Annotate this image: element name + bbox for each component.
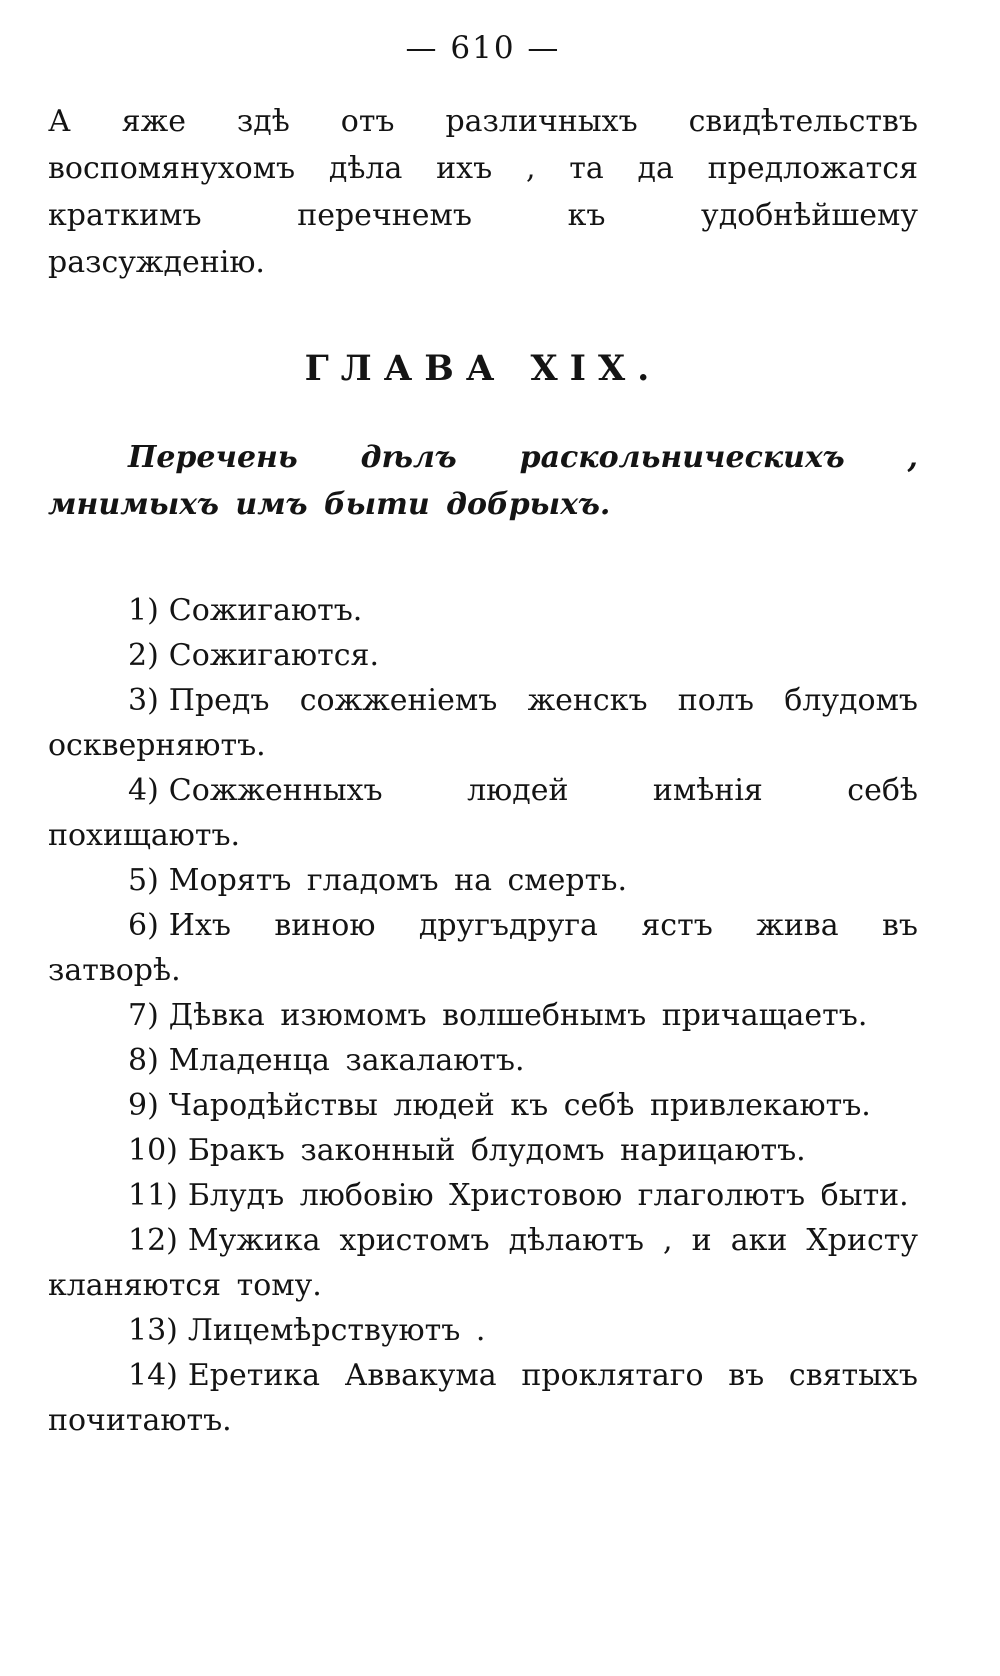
item-text: Сожигаютъ. [168, 593, 363, 628]
item-number: 2) [128, 638, 159, 673]
list-item [48, 1308, 918, 1353]
item-text: Ихъ виною другъдруга ястъ жива въ затворѣ. [48, 908, 918, 988]
item-number: 3) [128, 683, 159, 718]
chapter-title: ГЛАВА XIX. [304, 348, 662, 389]
item-text: Сожженныхъ людей имѣнiя себѣ похищаютъ. [48, 773, 918, 853]
list-item [48, 588, 918, 633]
list-item [48, 768, 918, 858]
list-item [48, 1038, 918, 1083]
list-item [48, 903, 918, 993]
item-number: 12) [128, 1223, 178, 1258]
book-page [48, 28, 918, 1443]
list-item [48, 678, 918, 768]
chapter-subtitle: Перечень дѣлъ раскольническихъ , мнимыхъ имъ быти добрыхъ. [48, 440, 918, 522]
item-text: Младенца закалаютъ. [168, 1043, 525, 1078]
item-text: Мужика христомъ дѣлаютъ , и аки Христу кланяются тому. [48, 1223, 918, 1303]
item-text: Еретика Аввакума проклятаго въ святыхъ почитаютъ. [48, 1358, 918, 1438]
item-text: Морятъ гладомъ на смерть. [168, 863, 628, 898]
list-item [48, 1173, 918, 1218]
item-text: Лицемѣрствуютъ . [187, 1313, 486, 1348]
item-number: 4) [128, 773, 159, 808]
list-item [48, 858, 918, 903]
intro-paragraph: А яже здѣ отъ различныхъ свидѣтельствъ воспомянухомъ дѣла ихъ , та да предложатся краткимъ перечнемъ къ удобнѣйшему разсужденiю. [48, 104, 918, 280]
item-number: 11) [128, 1178, 178, 1213]
item-text: Дѣвка изюмомъ волшебнымъ причащаетъ. [168, 998, 868, 1033]
item-text: Блудъ любовiю Христовою глаголютъ быти. [187, 1178, 909, 1213]
item-number: 14) [128, 1358, 178, 1393]
item-number: 1) [128, 593, 159, 628]
page-number: — 610 — [405, 30, 561, 66]
list-item [48, 993, 918, 1038]
item-number: 6) [128, 908, 159, 943]
list-item [48, 1083, 918, 1128]
item-number: 7) [128, 998, 159, 1033]
list-item [48, 1128, 918, 1173]
item-number: 8) [128, 1043, 159, 1078]
deeds-list [48, 588, 918, 1443]
item-text: Бракъ законный блудомъ нарицаютъ. [187, 1133, 806, 1168]
list-item [48, 1218, 918, 1308]
item-number: 10) [128, 1133, 178, 1168]
item-text: Чародѣйствы людей къ себѣ привлекаютъ. [168, 1088, 871, 1123]
item-number: 13) [128, 1313, 178, 1348]
list-item [48, 1353, 918, 1443]
item-number: 5) [128, 863, 159, 898]
item-number: 9) [128, 1088, 159, 1123]
item-text: Предъ сожженiемъ женскъ полъ блудомъ оскверняютъ. [48, 683, 918, 763]
item-text: Сожигаются. [168, 638, 379, 673]
list-item [48, 633, 918, 678]
